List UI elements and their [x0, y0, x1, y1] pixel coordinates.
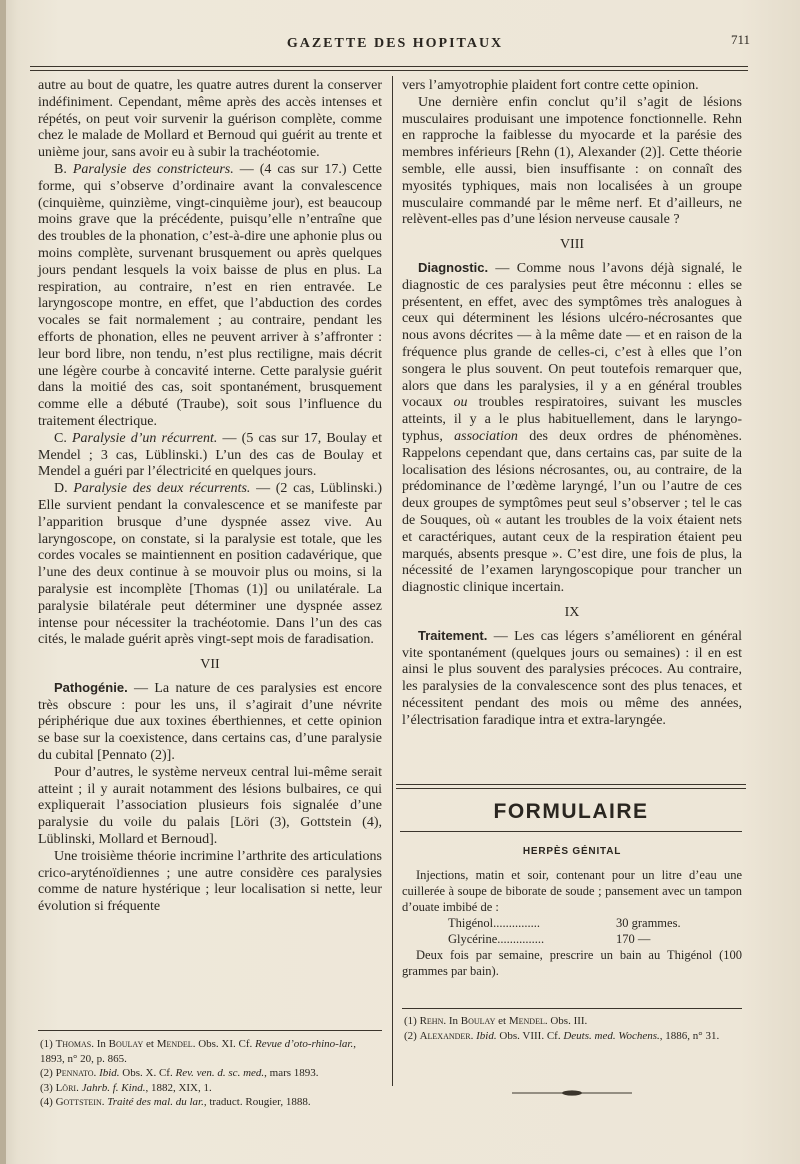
run-in-heading: Traitement.: [418, 627, 488, 643]
footnote-journal: Ibid.: [99, 1067, 120, 1080]
ingredient-quantity: 30 grammes.: [616, 916, 681, 930]
recipe-instructions: Injections, matin et soir, contenant pour un litre d’eau une cuillerée à soupe de biborate de soude ; pansement avec un tampon d’ouate imbibé de :: [402, 868, 742, 914]
paragraph-pathogenie: [38, 680, 382, 765]
footnote: [404, 1029, 742, 1044]
emphasis: association: [454, 428, 518, 444]
header-rule: [30, 66, 748, 67]
item-label: D.: [54, 481, 68, 497]
section-heading: VIII: [559, 237, 585, 253]
footnote-text: , 1882, XIX, 1.: [145, 1081, 212, 1094]
paragraph-text: — Comme nous l’avons déjà signalé, le diagnostic de ces paralysies peut être méconnu : elles se présentent, en effet, avec des symptômes très analogues à ceux qui déterminent les lésions ulcéro-nécrosantes que nous avons décrites — à la même date — et en raison de la fréquence plus grande de celles-ci, c’est à elles que l’on songera le plus souvent. On peut toutefois remarquer que, alors que dans les paralysies, il y a en général troubles vocaux: [402, 260, 742, 411]
footnote-author: Rehn.: [419, 1015, 447, 1027]
ingredient-name: Glycérine...............: [448, 932, 545, 946]
item-title: Paralysie d’un récurrent.: [71, 430, 218, 446]
ingredient-quantity: 170 —: [616, 932, 651, 946]
item-text: — (4 cas sur 17.) Cette forme, qui s’observe d’ordinaire avant la convalescence (cinquième, quinzième, vingt-cinquième jour), est beaucoup moins grave que la précédente, puisqu’elle n’entraîne que des troubles de la phonation, c’est-à-dire une aphonie plus ou moins complète, survenant brusquement ou après quelques jours pendant lesquels la voix baisse de plus en plus. La respiration, au contraire, n’est en rien entravée. Le laryngoscope montre, en effet, que l’abduction des cordes vocales se fait normalement ; au contraire, pendant les efforts de phonation, elles ne peuvent arriver à s’affronter : leur bord libre, non tendu, n’est plus rectiligne, mais décrit une légère courbe à concavité interne. Cette paralysie guérit dans la moitié des cas, soit spontanément, brusquement comme elle a débuté (Traube), soit sous l’influence du traitement électrique.: [38, 161, 383, 429]
left-footnotes: [40, 1037, 382, 1110]
run-in-heading: Pathogénie.: [54, 679, 128, 695]
journal-title: GAZETTE DES HOPITAUX: [286, 36, 504, 51]
item-label: B.: [54, 161, 67, 177]
footnote: [40, 1066, 382, 1081]
ornament-fleuron: [512, 1090, 632, 1096]
footnote-text: , traduct. Rougier, 1888.: [203, 1096, 311, 1109]
footnote-text: , 1893, n° 20, p. 865.: [40, 1038, 356, 1065]
ingredient-row: [402, 931, 742, 947]
footnote-text: In: [93, 1038, 109, 1050]
paragraph-deux-recurrents: [38, 481, 382, 649]
paragraph-recurrent: [38, 431, 382, 481]
footnote-number: (4): [40, 1096, 53, 1109]
ingredient-row: [402, 915, 742, 931]
footnote-text: Obs. X. Cf.: [119, 1067, 176, 1080]
paragraph: Une dernière enfin conclut qu’il s’agit de lésions musculaires produisant une impotence fonctionnelle. Rehn en rapproche la faiblesse du myocarde et la parésie des membres inférieurs [Rehn (1), Alexander (2)]. Cette théorie semble, elle aussi, bien insuffisante : on connaît des myosités typhiques, mais non localisées à un groupe musculaire commandé par le même nerf. Et d’ailleurs, ne relèvent-elles pas d’une lésion nerveuse causale ?: [402, 94, 742, 228]
title-rule: [400, 831, 742, 832]
paragraph: Pour d’autres, le système nerveux central lui-même serait atteint ; il y aurait notamment des lésions bulbaires, ce qui expliquerait l’association plusieurs fois signalée d’une paralysie du voile du palais [Löri (3), Gottstein (4), Lüblinski, Mollard et Bernoud].: [38, 764, 382, 848]
footnote: [40, 1081, 382, 1096]
footnote-rule: [402, 1008, 742, 1009]
footnote-journal: Jahrb. f. Kind.: [81, 1081, 146, 1094]
footnote-author: Mendel: [508, 1015, 545, 1027]
footnote-text: . Obs. III.: [544, 1015, 588, 1027]
emphasis: ou: [453, 395, 468, 411]
footnote-number: (1): [40, 1038, 53, 1050]
footnote-author: Thomas.: [55, 1038, 94, 1050]
footnote-journal: Traité des mal. du lar.: [107, 1096, 204, 1109]
footnote-text: et: [143, 1038, 157, 1050]
column-divider: [392, 76, 393, 1086]
footnote-number: (2): [404, 1029, 417, 1042]
footnote-journal: Deuts. med. Wochens.: [563, 1029, 660, 1042]
footnote-text: , 1886, n° 31.: [659, 1029, 720, 1042]
footnote-text: . Obs. XI. Cf.: [192, 1038, 256, 1050]
page-binding-edge: [0, 0, 6, 1164]
paragraph-constricteurs: [38, 162, 382, 431]
footnote: [40, 1037, 382, 1066]
formulaire-title: FORMULAIRE: [493, 800, 649, 823]
item-text: — (2 cas, Lüblinski.) Elle survient pendant la convalescence et se manifeste par l’apparition brusque d’une dyspnée assez vive. Au laryngoscope, on constate, si la paralysie est totale, que les cordes vocales se maintiennent en position cadavérique, que l’une des deux continue à se mouvoir plus ou moins, si la paralysie est incomplète [Thomas (1)] ou unilatérale. La paralysie bilatérale peut déterminer une dyspnée assez intense pour nécessiter la trachéotomie. Dans l’un des cas cités, le malade guérit après vingt-sept mois de faradisation.: [38, 481, 382, 648]
paragraph-text: — La nature de ces paralysies est encore très obscure : pour les uns, il s’agirait d’une névrite périphérique due aux toxines éberthiennes, et cette opinion se base sur la coexistence, dans certains cas, d’une paralysie du cubital [Pennato (2)].: [38, 680, 382, 764]
paragraph-text: — Les cas légers s’améliorent en général vite spontanément (quelques jours ou semaines) : il en est ainsi le plus souvent des paralysies précoces. Au contraire, les paralysies de la convalescence sont des plus tenaces, et nécessitent pendant des mois ou même des années, l’électrisation faradique intra et extra-laryngée.: [402, 628, 742, 728]
footnote-author: Gottstein.: [55, 1096, 105, 1109]
item-label: C.: [54, 430, 67, 446]
recipe: [402, 867, 742, 979]
paragraph: autre au bout de quatre, les quatre autres durent la conserver indéfiniment. Cependant, même après des accès intenses et répétés, on peut voir survenir la guérison complète, comme chez le malade de Mollard et Bernoud qui guérit au trente et unième jour, sans avoir eu à subir la trachéotomie.: [38, 78, 382, 161]
footnote-text: Obs. VIII. Cf.: [496, 1029, 564, 1042]
section-heading: IX: [564, 604, 580, 620]
footnote-text: et: [495, 1015, 509, 1027]
item-title: Paralysie des constricteurs.: [72, 161, 234, 177]
page-number: 711: [730, 32, 750, 47]
left-column: [38, 78, 382, 916]
footnote: [404, 1014, 742, 1029]
footnote-journal: Revue d’oto-rhino-lar.: [255, 1038, 354, 1050]
ingredient-name: Thigénol...............: [448, 916, 541, 930]
paragraph-text: des deux ordres de phénomènes. Rappelons cependant que, dans certains cas, par suite de la localisation des lésions nécrosantes, ou, au contraire, de la prédominance de l’œdème laryngé, l’un ou l’autre de ces deux groupes de symptômes peut seul s’observer ; tel le cas de Souques, où « autant les troubles de la voix étaient nets et caractériques, autant ceux de la respiration étaient peu marqués, absents presque ». C’est dire, une fois de plus, la nécessité de l’examen laryngoscopique pour trancher un diagnostic clinique incertain.: [402, 428, 742, 596]
item-title: Paralysie des deux récurrents.: [73, 481, 251, 497]
footnote-author: Alexander.: [419, 1029, 474, 1042]
recipe-bath: Deux fois par semaine, prescrire un bain au Thigénol (100 grammes par bain).: [402, 948, 742, 978]
paragraph-traitement: [402, 628, 742, 730]
item-text: — (5 cas sur 17, Boulay et Mendel ; 3 cas, Lüblinski.) L’un des cas de Boulay et Mendel a guéri par l’électricité en quelques jours.: [38, 430, 383, 480]
section-rule: [396, 784, 746, 785]
footnote-author: Löri.: [55, 1081, 79, 1094]
paragraph: Une troisième théorie incrimine l’arthrite des articulations crico-aryténoïdiennes ; une autre considère ces paralysies comme de nature hystérique ; leur localisation si nette, leur évolution si fréquente: [38, 848, 382, 915]
footnote-journal: Ibid.: [476, 1029, 497, 1042]
footnote: [40, 1095, 382, 1110]
right-footnotes: [404, 1014, 742, 1043]
footnote-text: In: [446, 1015, 461, 1027]
footnote-rule: [38, 1030, 382, 1031]
paragraph: vers l’amyotrophie plaident fort contre cette opinion.: [402, 78, 699, 93]
footnote-number: (1): [404, 1015, 417, 1027]
footnote-author: Boulay: [108, 1038, 144, 1050]
footnote-number: (2): [40, 1067, 53, 1080]
section-rule-thin: [396, 788, 746, 789]
footnote-number: (3): [40, 1081, 53, 1094]
section-heading: VII: [200, 657, 220, 673]
page-header: [40, 30, 750, 58]
footnote-author: Boulay: [460, 1015, 496, 1027]
footnote-journal: Rev. ven. d. sc. med.: [175, 1067, 265, 1080]
footnote-author: Pennato.: [55, 1067, 97, 1080]
footnote-author: Mendel: [156, 1038, 193, 1050]
right-column: [402, 78, 742, 729]
footnote-text: , mars 1893.: [264, 1067, 319, 1080]
paragraph-diagnostic: [402, 260, 742, 597]
header-rule-thin: [30, 70, 748, 71]
run-in-heading: Diagnostic.: [418, 259, 489, 275]
recipe-title: HERPÈS GÉNITAL: [522, 846, 622, 857]
paragraph-text: troubles respiratoires, suivant les muscles atteints, il y a le plus habituellement, dans le laryngo-typhus,: [402, 395, 742, 444]
